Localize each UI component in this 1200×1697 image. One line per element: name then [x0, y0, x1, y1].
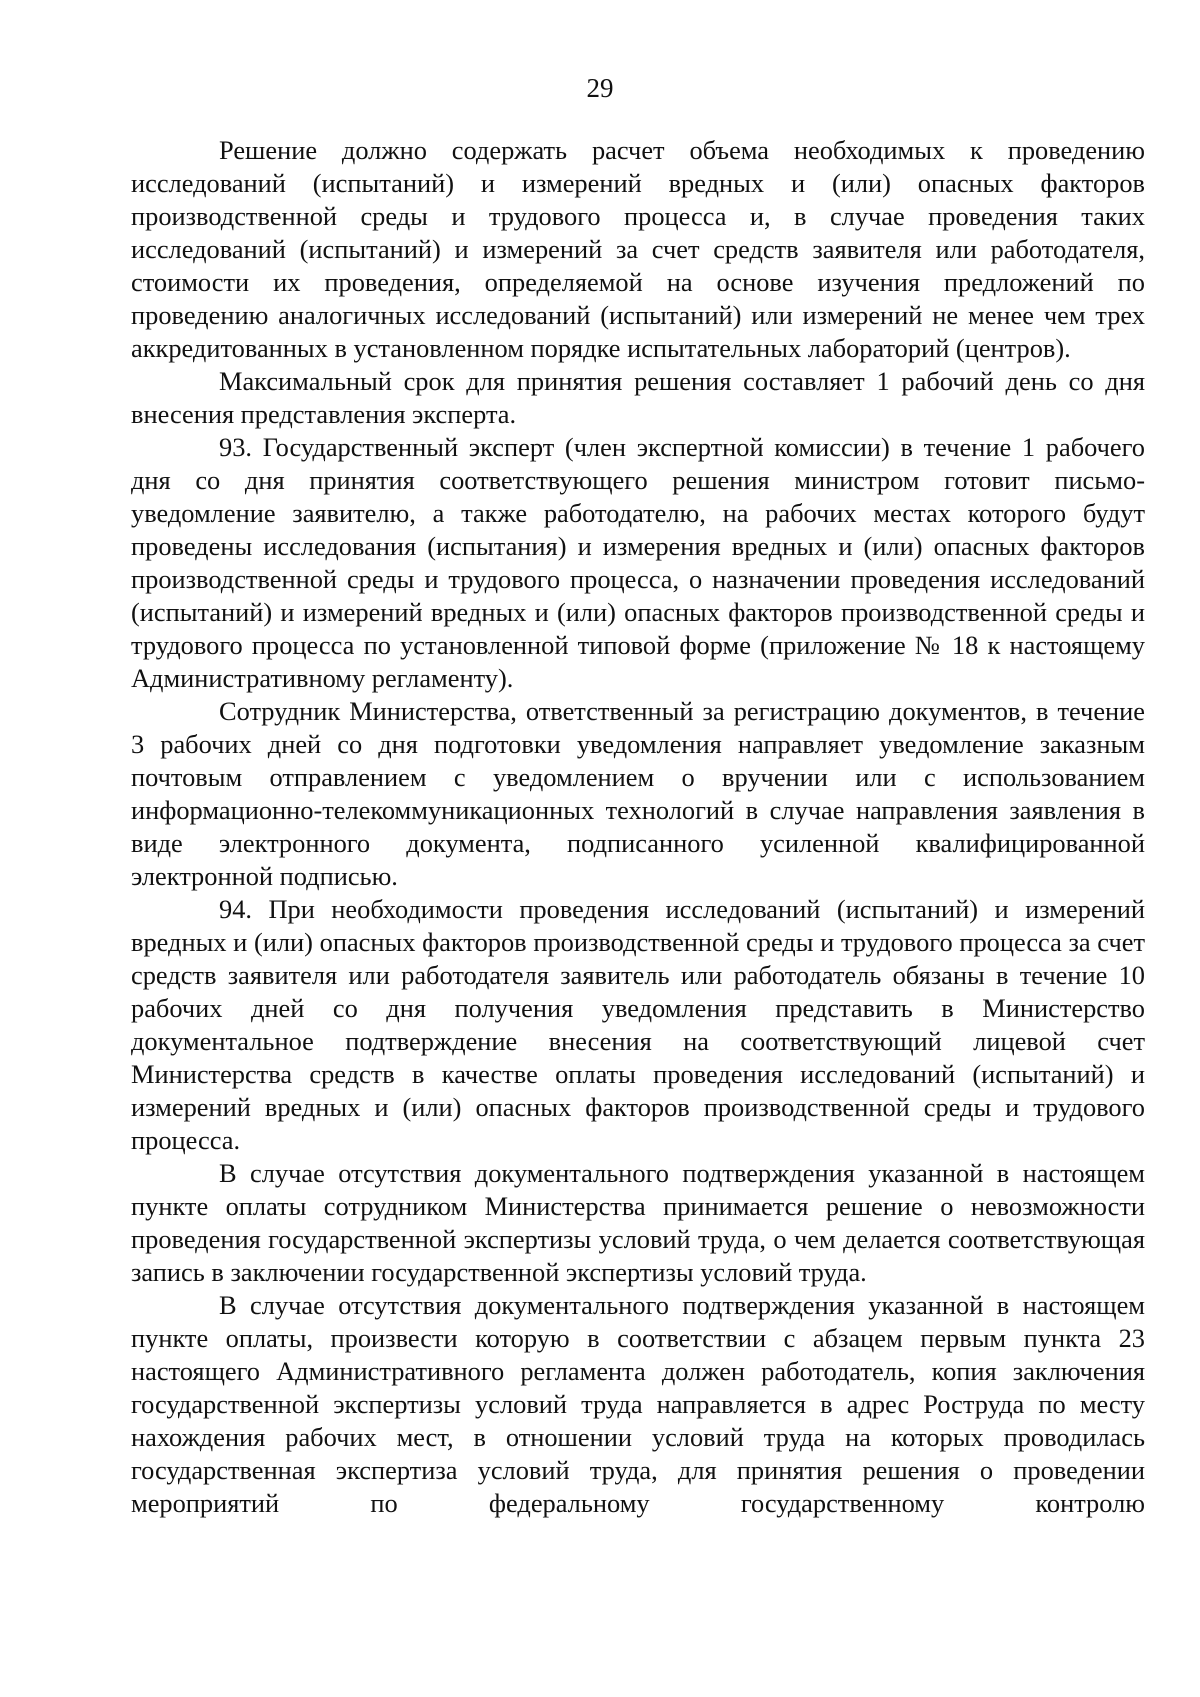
- paragraph-no-payment-rostrud: В случае отсутствия документального подтверждения указанной в настоящем пункте оплаты, произвести которую в соответствии с абзацем первым пункта 23 настоящего Административного регламента должен работодатель, копия заключения государственной экспертизы условий труда направляется в адрес Роструда по месту нахождения рабочих мест, в отношении условий труда на которых проводилась государственная экспертиза условий труда, для принятия решения о проведении мероприятий по федеральному государственному контролю: [131, 1290, 1145, 1518]
- paragraph-no-payment-decision: В случае отсутствия документального подтверждения указанной в настоящем пункте оплаты сотрудником Министерства принимается решение о невозможности проведения государственной экспертизы условий труда, о чем делается соответствующая запись в заключении государственной экспертизы условий труда.: [131, 1158, 1145, 1287]
- paragraph-93: 93. Государственный эксперт (член экспертной комиссии) в течение 1 рабочего дня со дня принятия соответствующего решения министром готовит письмо-уведомление заявителю, а также работодателю, на рабочих местах которого будут проведены исследования (испытания) и измерения вредных и (или) опасных факторов производственной среды и трудового процесса, о назначении проведения исследований (испытаний) и измерений вредных и (или) опасных факторов производственной среды и трудового процесса по установленной типовой форме (приложение № 18 к настоящему Административному регламенту).: [131, 432, 1145, 693]
- paragraph-94: 94. При необходимости проведения исследований (испытаний) и измерений вредных и (или) опасных факторов производственной среды и трудового процесса за счет средств заявителя или работодателя заявитель или работодатель обязаны в течение 10 рабочих дней со дня получения уведомления представить в Министерство документальное подтверждение внесения на соответствующий лицевой счет Министерства средств в качестве оплаты проведения исследований (испытаний) и измерений вредных и (или) опасных факторов производственной среды и трудового процесса.: [131, 894, 1145, 1155]
- paragraph-decision-deadline: Максимальный срок для принятия решения составляет 1 рабочий день со дня внесения представления эксперта.: [131, 366, 1145, 429]
- paragraph-decision-content: Решение должно содержать расчет объема необходимых к проведению исследований (испытаний) и измерений вредных и (или) опасных факторов производственной среды и трудового процесса и, в случае проведения таких исследований (испытаний) и измерений за счет средств заявителя или работодателя, стоимости их проведения, определяемой на основе изучения предложений по проведению аналогичных исследований (испытаний) или измерений не менее чем трех аккредитованных в установленном порядке испытательных лабораторий (центров).: [131, 135, 1145, 363]
- paragraph-notification-sending: Сотрудник Министерства, ответственный за регистрацию документов, в течение 3 рабочих дней со дня подготовки уведомления направляет уведомление заказным почтовым отправлением с уведомлением о вручении или с использованием информационно-телекоммуникационных технологий в случае направления заявления в виде электронного документа, подписанного усиленной квалифицированной электронной подписью.: [131, 696, 1145, 891]
- document-body: [131, 134, 1145, 1520]
- page-number: 29: [586, 73, 614, 103]
